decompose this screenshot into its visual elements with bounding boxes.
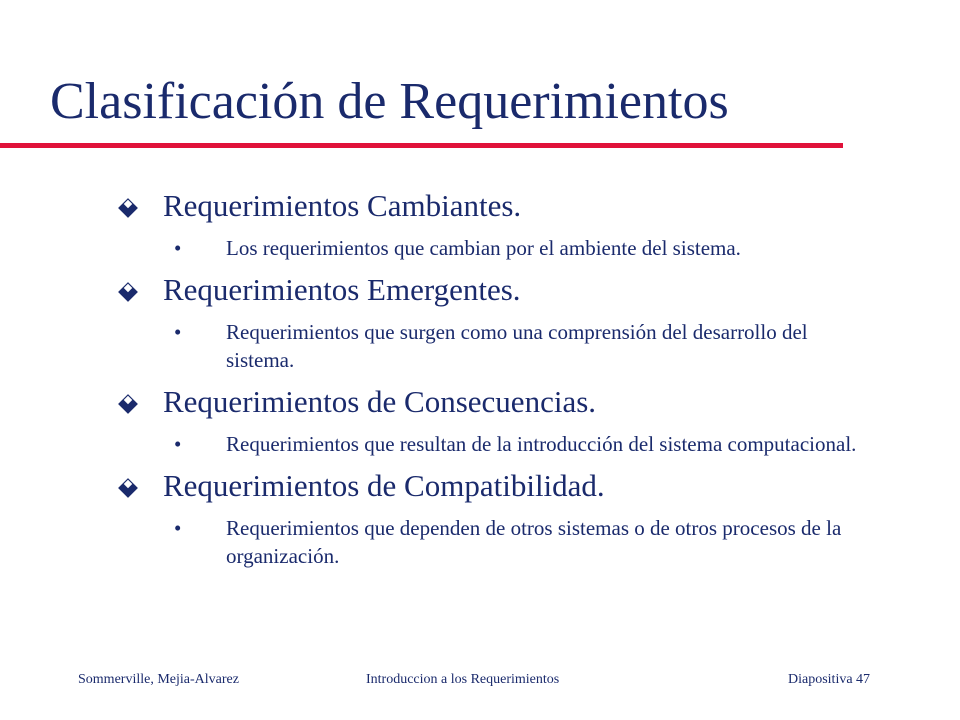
footer-authors: Sommerville, Mejia-Alvarez [78, 672, 239, 687]
list-item [118, 384, 918, 458]
footer-page-number: Diapositiva 47 [788, 672, 871, 687]
slide-title: Clasificación de Requerimientos [50, 73, 729, 130]
list-item [118, 188, 918, 262]
diamond-bullet-icon [118, 282, 138, 302]
title-underline [0, 143, 843, 148]
bullet-heading: Requerimientos de Consecuencias. [163, 384, 597, 419]
bullet-list [118, 188, 918, 580]
footer-topic: Introduccion a los Requerimientos [366, 672, 560, 687]
bullet-detail: Requerimientos que resultan de la introducción del sistema computacional. [226, 432, 857, 456]
list-item [118, 272, 918, 374]
diamond-bullet-icon [118, 394, 138, 414]
diamond-bullet-icon [118, 478, 138, 498]
bullet-detail: Requerimientos que surgen como una comprensión del desarrollo del sistema. [226, 320, 808, 372]
bullet-detail: Los requerimientos que cambian por el ambiente del sistema. [226, 236, 741, 260]
list-item [118, 468, 918, 570]
sub-bullet-dot: • [174, 236, 182, 260]
bullet-detail: Requerimientos que dependen de otros sistemas o de otros procesos de la organización. [226, 516, 842, 568]
sub-bullet-dot: • [174, 320, 182, 344]
diamond-bullet-icon [118, 198, 138, 218]
bullet-heading: Requerimientos Emergentes. [163, 272, 521, 307]
sub-bullet-dot: • [174, 432, 182, 456]
bullet-heading: Requerimientos Cambiantes. [163, 188, 522, 223]
bullet-heading: Requerimientos de Compatibilidad. [163, 468, 605, 503]
sub-bullet-dot: • [174, 516, 182, 540]
